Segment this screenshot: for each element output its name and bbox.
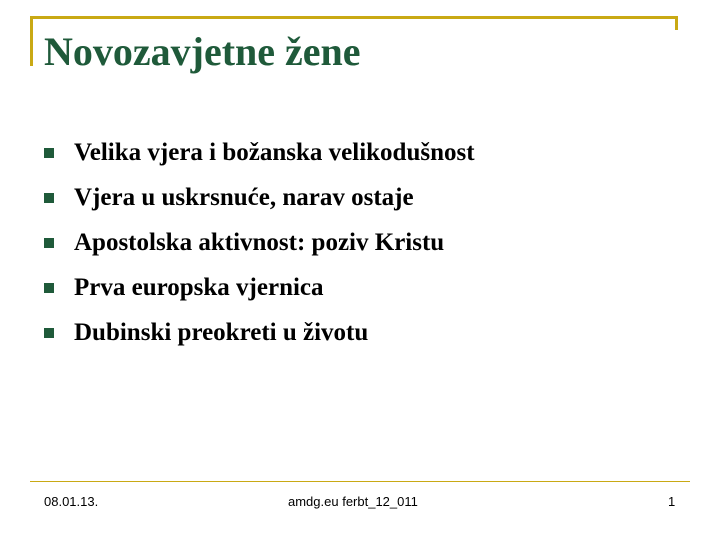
bullet-item [44,175,475,220]
frame-right-tick [675,16,678,30]
square-bullet-icon [44,328,54,338]
square-bullet-icon [44,193,54,203]
slide-title: Novozavjetne žene [44,29,361,74]
bullet-item [44,130,475,175]
bullet-text: Dubinski preokreti u životu [74,318,369,346]
frame-top-line [30,16,678,19]
bullet-text: Velika vjera i božanska velikodušnost [74,138,475,166]
bullet-text: Prva europska vjernica [74,273,324,301]
page-number: 1 [668,494,676,509]
square-bullet-icon [44,238,54,248]
bullet-text: Vjera u uskrsnuće, narav ostaje [74,183,414,211]
footer-divider [30,481,690,482]
footer-date: 08.01.13. [44,494,99,509]
bullet-item [44,265,475,310]
footer-center-text: amdg.eu ferbt_12_011 [288,494,418,509]
square-bullet-icon [44,148,54,158]
bullet-item [44,310,475,355]
frame-left-line [30,16,33,66]
square-bullet-icon [44,283,54,293]
bullet-list [44,130,475,355]
bullet-text: Apostolska aktivnost: poziv Kristu [74,228,445,256]
bullet-item [44,220,475,265]
